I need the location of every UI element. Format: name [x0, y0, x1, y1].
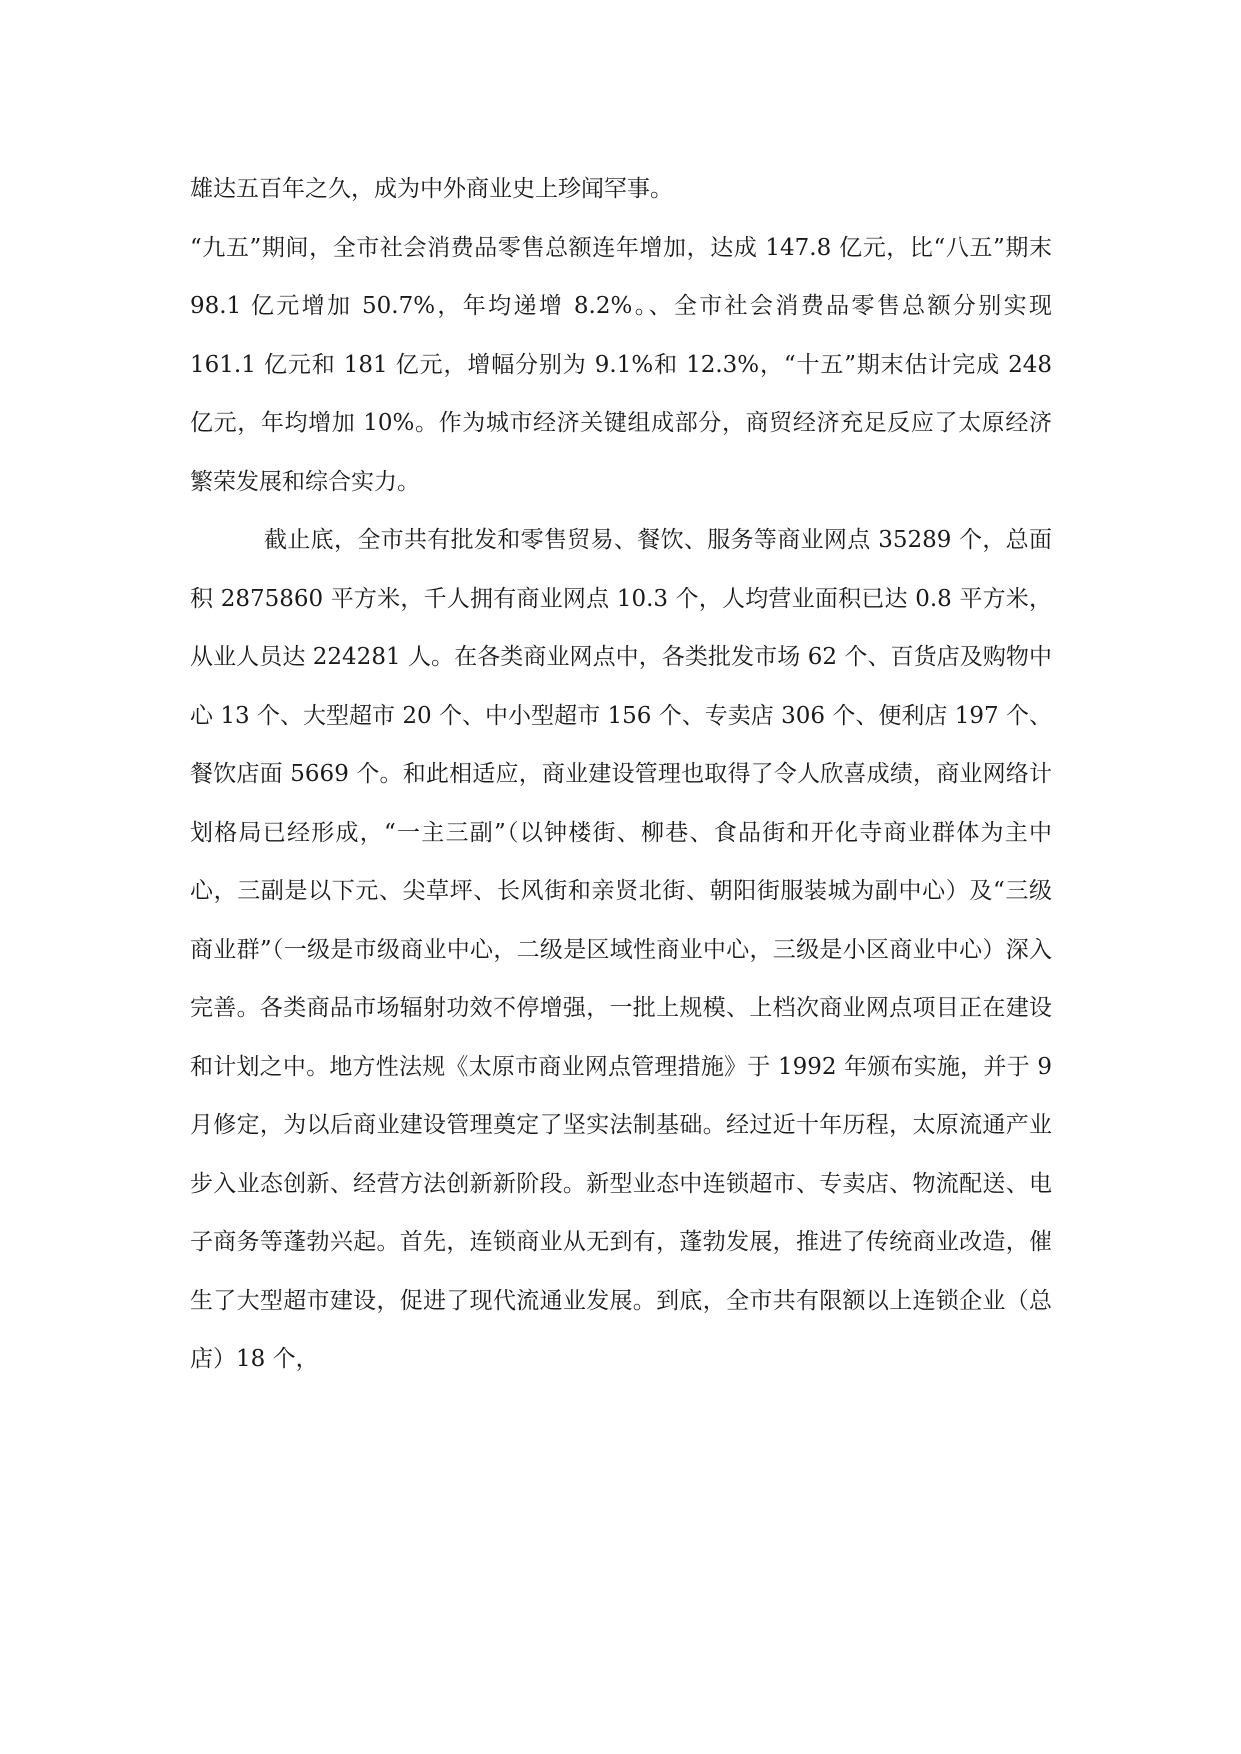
paragraph-2: “九五”期间，全市社会消费品零售总额连年增加，达成 147.8 亿元，比“八五”期末 98.1 亿元增加 50.7%，年均递增 8.2%。、全市社会消费品零售总额分别实现 161.1 亿元和 181 亿元，增幅分别为 9.1%和 12.3%，“十五”期末估计完成 248 亿元，年均增加 10%。作为城市经济关键组成部分，商贸经济充足反应了太原经济繁荣发展和综合实力。 — [190, 234, 1052, 495]
paragraph-1: 雄达五百年之久，成为中外商业史上珍闻罕事。 — [190, 176, 673, 202]
document-body — [190, 160, 1052, 1389]
paragraph-3: 截止底，全市共有批发和零售贸易、餐饮、服务等商业网点 35289 个，总面积 2875860 平方米，千人拥有商业网点 10.3 个，人均营业面积已达 0.8 平方米，从业人员达 224281 人。在各类商业网点中，各类批发市场 62 个、百货店及购物中心 13 个、大型超市 20 个、中小型超市 156 个、专卖店 306 个、便利店 197 个、餐饮店面 5669 个。和此相适应，商业建设管理也取得了令人欣喜成绩，商业网络计划格局已经形成，“一主三副”（以钟楼街、柳巷、食品街和开化寺商业群体为主中心，三副是以下元、尖草坪、长风街和亲贤北街、朝阳街服装城为副中心）及“三级商业群”（一级是市级商业中心，二级是区域性商业中心，三级是小区商业中心）深入完善。各类商品市场辐射功效不停增强，一批上规模、上档次商业网点项目正在建设和计划之中。地方性法规《太原市商业网点管理措施》于 1992 年颁布实施，并于 9 月修定，为以后商业建设管理奠定了坚实法制基础。经过近十年历程，太原流通产业步入业态创新、经营方法创新新阶段。新型业态中连锁超市、专卖店、物流配送、电子商务等蓬勃兴起。首先，连锁商业从无到有，蓬勃发展，推进了传统商业改造，催生了大型超市建设，促进了现代流通业发展。到底，全市共有限额以上连锁企业（总店）18 个， — [190, 527, 1052, 1372]
